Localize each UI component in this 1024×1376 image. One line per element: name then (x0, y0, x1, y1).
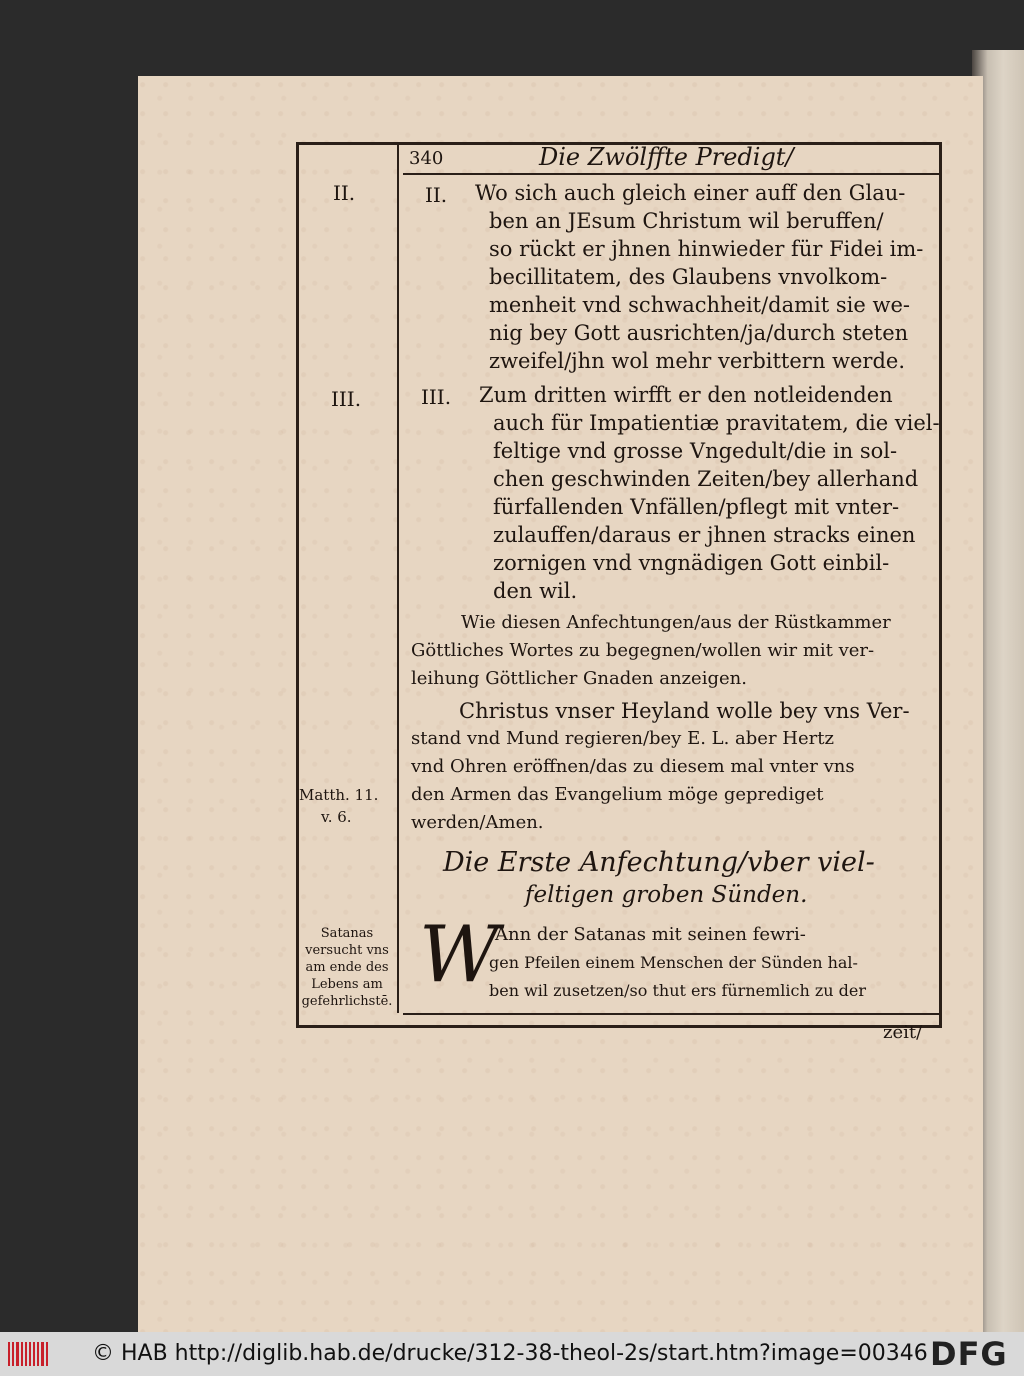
margin-ref: Matth. 11. (299, 786, 379, 804)
library-logo-icon (8, 1342, 48, 1366)
paragraph-2-line: vnd Ohren eröffnen/das zu diesem mal vnter vns (411, 756, 855, 777)
dfg-logo: DFG (930, 1335, 1008, 1373)
paragraph-2-line: stand vnd Mund regieren/bey E. L. aber Hertz (411, 728, 834, 749)
section-ii-line: zweifel/jhn wol mehr verbittern werde. (489, 349, 906, 373)
side-note-line: Satanas (320, 926, 374, 941)
running-head: Die Zwölffte Predigt/ (539, 143, 794, 171)
paragraph-2-line: Christus vnser Heyland wolle bey vns Ver- (459, 699, 910, 723)
footer-bar (0, 1332, 1024, 1376)
header-rule (403, 173, 939, 175)
paragraph-1-line: leihung Göttlicher Gnaden anzeigen. (411, 668, 747, 689)
section-iii-line: zornigen vnd vngnädigen Gott einbil- (493, 551, 890, 575)
section-ii-line: menheit vnd schwachheit/damit sie we- (489, 293, 910, 317)
section-iii-line: zulauffen/daraus er jhnen stracks einen (493, 523, 916, 547)
side-note-line: versucht vns (305, 943, 389, 958)
section-ii-line: becillitatem, des Glaubens vnvolkom- (489, 265, 888, 289)
section-iii-line: fürfallenden Vnfällen/pflegt mit vnter- (493, 495, 900, 519)
section-ii-line: Wo sich auch gleich einer auff den Glau- (475, 181, 906, 205)
section-iii-line: auch für Impatientiæ pravitatem, die viel- (493, 411, 940, 435)
paragraph-2-line: werden/Amen. (411, 812, 544, 833)
section-ii-number: II. (425, 183, 448, 207)
section-iii-line: Zum dritten wirfft er den notleidenden (479, 383, 893, 407)
section-ii-line: so rückt er jhnen hinwieder für Fidei im- (489, 237, 924, 261)
catchword: zeit/ (883, 1022, 923, 1043)
book-page (138, 76, 983, 1332)
final-line: Ann der Satanas mit seinen fewri- (495, 924, 806, 945)
section-ii-line: ben an JEsum Christum wil beruffen/ (489, 209, 884, 233)
section-heading: feltigen groben Sünden. (525, 882, 808, 908)
paragraph-1-line: Göttliches Wortes zu begegnen/wollen wir mit ver- (411, 640, 875, 661)
paragraph-2-line: den Armen das Evangelium möge geprediget (411, 784, 824, 805)
copyright-link[interactable]: © HAB http://diglib.hab.de/drucke/312-38-theol-2s/start.htm?image=00346 (92, 1341, 928, 1366)
section-heading: Die Erste Anfechtung/vber viel- (443, 847, 875, 878)
text-frame (296, 142, 942, 1043)
section-iii-line: den wil. (493, 579, 578, 603)
margin-divider (397, 145, 399, 1013)
side-note-line: Lebens am (311, 977, 383, 992)
page-number: 340 (409, 148, 444, 169)
final-line: ben wil zusetzen/so thut ers fürnemlich zu der (489, 981, 867, 1000)
margin-section-iii: III. (331, 387, 362, 411)
margin-ref: v. 6. (321, 808, 352, 826)
side-note-line: gefehrlichstē. (301, 994, 393, 1009)
drop-cap: W (419, 910, 500, 1000)
footer-rule (403, 1013, 939, 1015)
section-iii-number: III. (421, 385, 452, 409)
section-ii-line: nig bey Gott ausrichten/ja/durch steten (489, 321, 909, 345)
paragraph-1-line: Wie diesen Anfechtungen/aus der Rüstkammer (461, 612, 891, 633)
section-iii-line: feltige vnd grosse Vngedult/die in sol- (493, 439, 898, 463)
section-iii-line: chen geschwinden Zeiten/bey allerhand (493, 467, 919, 491)
side-note-line: am ende des (305, 960, 389, 975)
final-line: gen Pfeilen einem Menschen der Sünden hal- (489, 953, 858, 972)
margin-section-ii: II. (333, 181, 356, 205)
